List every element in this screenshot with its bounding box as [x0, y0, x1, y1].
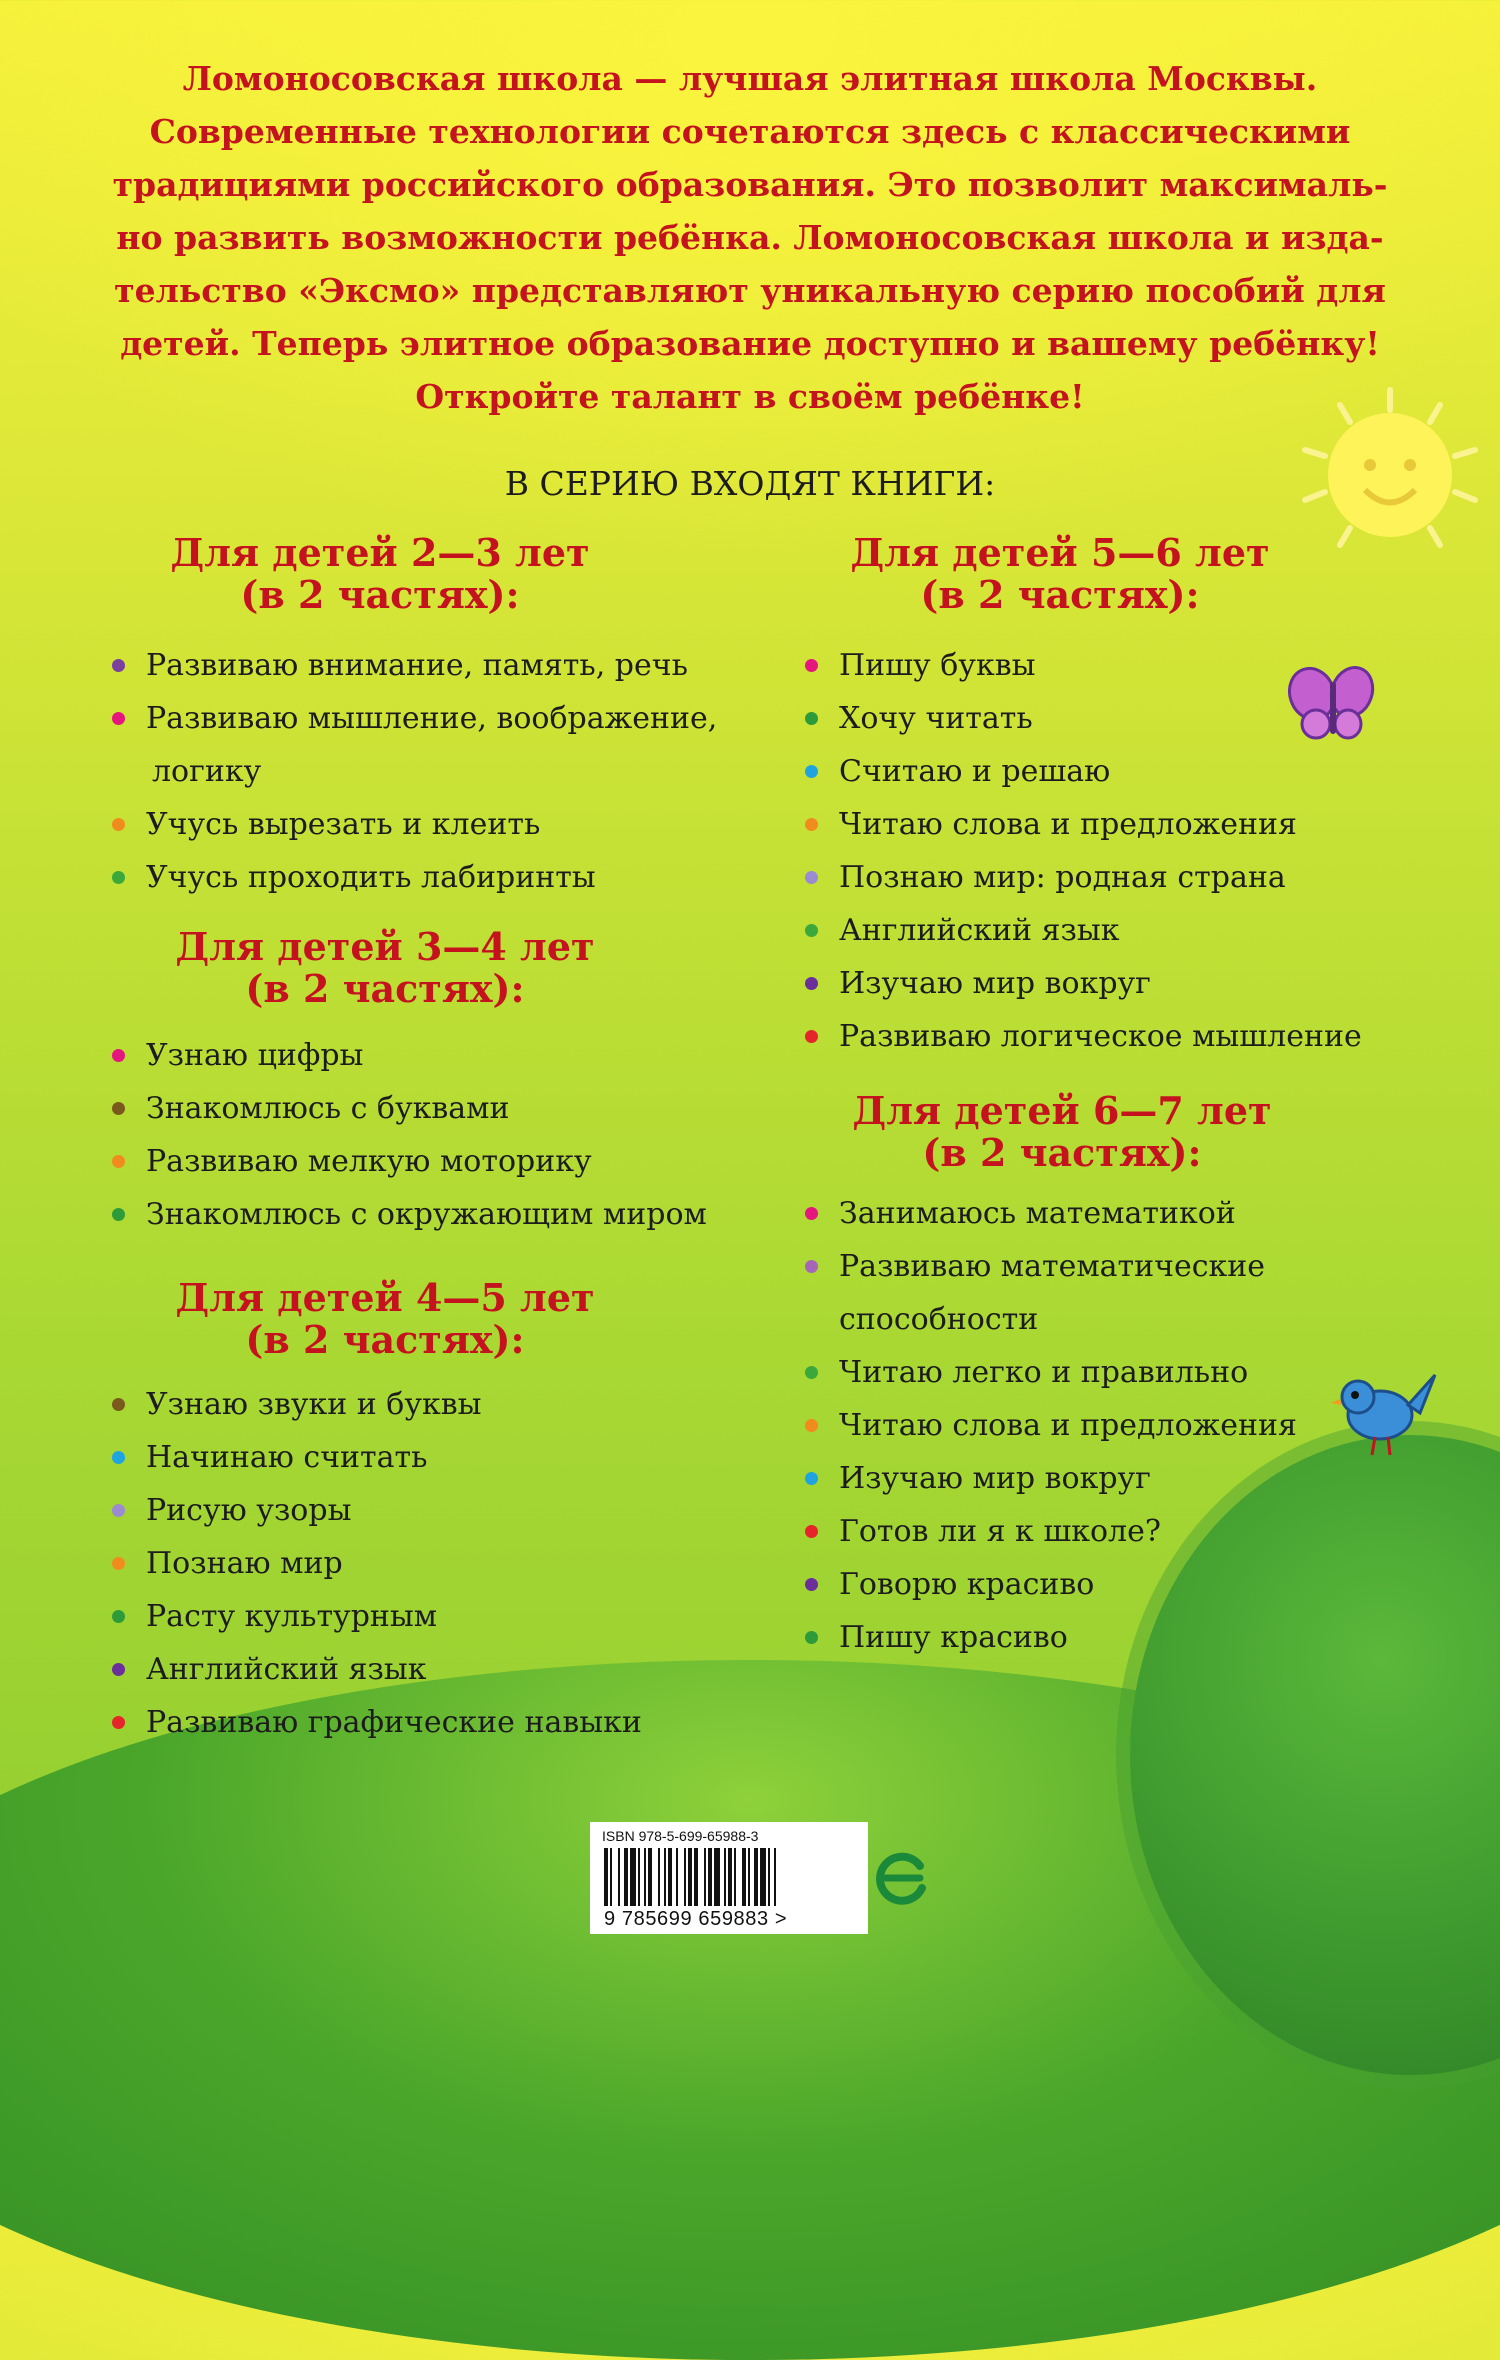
book-list-2-3: [112, 639, 717, 904]
barcode-bar: [648, 1848, 652, 1906]
barcode-bar: [664, 1848, 666, 1906]
barcode-bar: [624, 1848, 628, 1906]
list-item: Английский язык: [112, 1643, 642, 1696]
list-item: Английский язык: [805, 904, 1362, 957]
bullet-dot: [805, 1631, 818, 1644]
list-item: Начинаю считать: [112, 1431, 642, 1484]
barcode-bar: [724, 1848, 726, 1906]
barcode-bar: [676, 1848, 678, 1906]
barcode-bar: [684, 1848, 686, 1906]
bullet-dot: [112, 1102, 125, 1115]
book-list-3-4: [112, 1029, 707, 1241]
list-item: Развиваю графические навыки: [112, 1696, 642, 1749]
bullet-dot: [112, 1663, 125, 1676]
bullet-dot: [112, 871, 125, 884]
bullet-dot: [112, 712, 125, 725]
list-item: Развиваю математические способности: [805, 1240, 1297, 1346]
bullet-dot: [112, 1398, 125, 1411]
barcode-bar: [638, 1848, 640, 1906]
bullet-dot: [112, 1610, 125, 1623]
bullet-dot: [112, 1716, 125, 1729]
bullet-dot: [805, 1260, 818, 1273]
barcode-bar: [728, 1848, 732, 1906]
bullet-dot: [805, 977, 818, 990]
intro-line: детей. Теперь элитное образование доступно и вашему ребёнку!: [120, 324, 1380, 363]
list-item: Узнаю звуки и буквы: [112, 1378, 642, 1431]
group-heading-6-7: [782, 1090, 1342, 1174]
bullet-dot: [805, 1207, 818, 1220]
bird-icon: [1330, 1355, 1440, 1465]
book-list-4-5: [112, 1378, 642, 1749]
barcode-bar: [742, 1848, 746, 1906]
barcode-bar: [708, 1848, 712, 1906]
barcode-bar: [644, 1848, 646, 1906]
bullet-dot: [112, 1451, 125, 1464]
bullet-dot: [805, 818, 818, 831]
barcode-bar: [774, 1848, 776, 1906]
list-item: Развиваю логическое мышление: [805, 1010, 1362, 1063]
barcode-bar: [714, 1848, 720, 1906]
barcode-bar: [668, 1848, 672, 1906]
barcode-bar: [618, 1848, 620, 1906]
group-heading-line: Для детей 4—5 лет: [175, 1275, 595, 1320]
barcode-bar: [760, 1848, 766, 1906]
bullet-dot: [805, 659, 818, 672]
bullet-dot: [112, 659, 125, 672]
barcode-bars: [604, 1848, 854, 1908]
list-item: Готов ли я к школе?: [805, 1505, 1297, 1558]
list-item: Изучаю мир вокруг: [805, 957, 1362, 1010]
list-item: Узнаю цифры: [112, 1029, 707, 1082]
list-item: Учусь вырезать и клеить: [112, 798, 717, 851]
list-item: Занимаюсь математикой: [805, 1187, 1297, 1240]
barcode-bar: [748, 1848, 750, 1906]
list-item: Знакомлюсь с буквами: [112, 1082, 707, 1135]
group-heading-line: (в 2 частях):: [922, 1130, 1202, 1175]
book-list-6-7: [805, 1187, 1297, 1664]
intro-line: но развить возможности ребёнка. Ломоносовская школа и изда-: [116, 218, 1384, 257]
list-item: Считаю и решаю: [805, 745, 1362, 798]
barcode-bar: [610, 1848, 612, 1906]
bullet-dot: [805, 1472, 818, 1485]
intro-line: Откройте талант в своём ребёнке!: [415, 377, 1085, 416]
bullet-dot: [805, 1578, 818, 1591]
list-item: Говорю красиво: [805, 1558, 1297, 1611]
group-heading-line: Для детей 2—3 лет: [170, 530, 590, 575]
barcode-bar: [688, 1848, 692, 1906]
eksmo-logo-icon: [872, 1848, 932, 1908]
series-title: В СЕРИЮ ВХОДЯТ КНИГИ:: [504, 464, 996, 503]
group-heading-line: Для детей 3—4 лет: [175, 924, 595, 969]
bullet-dot: [112, 1557, 125, 1570]
list-item: Читаю слова и предложения: [805, 1399, 1297, 1452]
bullet-dot: [805, 712, 818, 725]
list-item: Изучаю мир вокруг: [805, 1452, 1297, 1505]
list-item: Познаю мир: [112, 1537, 642, 1590]
barcode-bar: [694, 1848, 698, 1906]
isbn-number: ISBN 978-5-699-65988-3: [602, 1828, 759, 1844]
list-item: Рисую узоры: [112, 1484, 642, 1537]
bullet-dot: [112, 1155, 125, 1168]
barcode-bar: [754, 1848, 758, 1906]
list-item: Знакомлюсь с окружающим миром: [112, 1188, 707, 1241]
list-item: Читаю слова и предложения: [805, 798, 1362, 851]
bullet-dot: [112, 1208, 125, 1221]
intro-line: Ломоносовская школа — лучшая элитная школа Москвы.: [182, 59, 1318, 98]
group-heading-2-3: [100, 532, 660, 616]
book-list-5-6: [805, 639, 1362, 1063]
intro-line: тельство «Эксмо» представляют уникальную серию пособий для: [114, 271, 1386, 310]
list-item: Хочу читать: [805, 692, 1362, 745]
barcode-digits: 9 785699 659883 >: [604, 1908, 788, 1930]
group-heading-line: (в 2 частях):: [920, 572, 1200, 617]
group-heading-line: (в 2 частях):: [240, 572, 520, 617]
bullet-dot: [805, 924, 818, 937]
list-item: Познаю мир: родная страна: [805, 851, 1362, 904]
group-heading-line: (в 2 частях):: [245, 1317, 525, 1362]
bullet-dot: [112, 1504, 125, 1517]
intro-line: традициями российского образования. Это позволит максималь-: [112, 165, 1388, 204]
barcode-bar: [630, 1848, 636, 1906]
isbn-barcode: [590, 1822, 868, 1934]
group-heading-line: Для детей 6—7 лет: [852, 1088, 1272, 1133]
list-item: Пишу буквы: [805, 639, 1362, 692]
barcode-bar: [704, 1848, 706, 1906]
group-heading-line: Для детей 5—6 лет: [850, 530, 1270, 575]
bullet-dot: [112, 818, 125, 831]
bullet-dot: [805, 1030, 818, 1043]
intro-line: Современные технологии сочетаются здесь с классическими: [149, 112, 1351, 151]
bullet-dot: [805, 1525, 818, 1538]
group-heading-4-5: [105, 1277, 665, 1361]
group-heading-line: (в 2 частях):: [245, 966, 525, 1011]
list-item: Развиваю мелкую моторику: [112, 1135, 707, 1188]
group-heading-3-4: [105, 926, 665, 1010]
list-item: Развиваю мышление, воображение, логику: [112, 692, 717, 798]
barcode-bar: [604, 1848, 608, 1906]
list-item: Пишу красиво: [805, 1611, 1297, 1664]
list-item: Учусь проходить лабиринты: [112, 851, 717, 904]
list-item: Развиваю внимание, память, речь: [112, 639, 717, 692]
bullet-dot: [805, 1419, 818, 1432]
barcode-bar: [768, 1848, 770, 1906]
bullet-dot: [805, 1366, 818, 1379]
group-heading-5-6: [780, 532, 1340, 616]
list-item: Читаю легко и правильно: [805, 1346, 1297, 1399]
bullet-dot: [805, 765, 818, 778]
list-item: Расту культурным: [112, 1590, 642, 1643]
bullet-dot: [112, 1049, 125, 1062]
barcode-bar: [734, 1848, 736, 1906]
intro-paragraph: [60, 52, 1440, 423]
bullet-dot: [805, 871, 818, 884]
barcode-bar: [658, 1848, 660, 1906]
